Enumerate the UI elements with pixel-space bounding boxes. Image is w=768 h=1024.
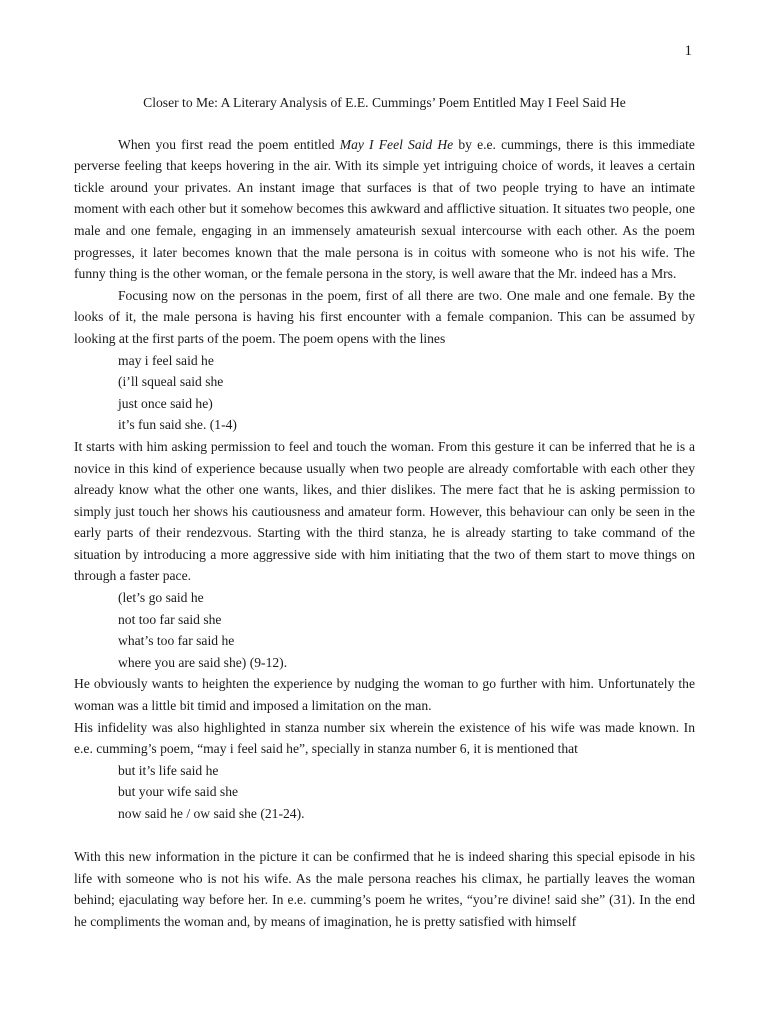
quote-line: just once said he) bbox=[118, 395, 213, 411]
paragraph-heighten: He obviously wants to heighten the experience by nudging the woman to go further with him. Unfortunately the woman was a little bit timid and imposed a limitation on the man. bbox=[74, 676, 695, 714]
quote-line: now said he / ow said she (21-24). bbox=[118, 806, 305, 821]
quote-line: what’s too far said he bbox=[118, 633, 235, 649]
poem-title-italic: May I Feel Said He bbox=[339, 136, 454, 152]
quote-line: (let’s go said he bbox=[118, 590, 204, 606]
poem-quote-third-stanza bbox=[74, 587, 695, 673]
paragraph-intro-rest: by e.e. cummings, there is this immediate perverse feeling that keeps hovering in the air. With its simple yet intriguing choice of words, it leaves a certain tickle around your privates. An instant image that surfaces is that of two people trying to have an intimate moment with each other but it somehow becomes this awkward and afflictive situation. It situates two people, one male and one female, engaging in an immensely amateurish sexual intercourse with each other. As the poem progresses, it later becomes known that the male persona is in coitus with someone who is not his wife. The funny thing is the other woman, or the female persona in the story, is well aware that the Mr. indeed has a Mrs. bbox=[74, 136, 695, 282]
quote-line: where you are said she) (9-12). bbox=[118, 654, 288, 670]
paragraph-personas: Focusing now on the personas in the poem, first of all there are two. One male and one female. By the looks of it, the male persona is having his first encounter with a female companion. This can be assumed by looking at the first parts of the poem. The poem opens with the lines bbox=[74, 287, 695, 346]
paragraph-spacer bbox=[74, 825, 695, 847]
quote-line: but it’s life said he bbox=[118, 762, 219, 778]
paragraph-confirmation: With this new information in the picture it can be confirmed that he is indeed sharing this special episode in his life with someone who is not his wife. As the male persona reaches his climax, he partially leaves the woman behind; ejaculating way before her. In e.e. cumming’s poem he writes, “you’re divine! said she” (31). In the end he compliments the woman and, by means of imagination, he is pretty satisfied with himself bbox=[74, 849, 695, 929]
paragraph-permission: It starts with him asking permission to feel and touch the woman. From this gesture it can be inferred that he is a novice in this kind of experience because usually when two people are already comfortable with each other they already know what the other one wants, likes, and thier dislikes. The mere fact that he is asking permission to simply just touch her shows his cautiousness and amateur form. However, this behaviour can only be seen in the early parts of their rendezvous. Starting with the third stanza, he is already starting to take command of the situation by introducing a more aggressive side with him initiating that the two of them start to move things on through a faster pace. bbox=[74, 438, 695, 584]
document-body bbox=[74, 92, 695, 933]
document-title: Closer to Me: A Literary Analysis of E.E. Cummings’ Poem Entitled May I Feel Said He bbox=[143, 95, 626, 110]
poem-quote-opening bbox=[74, 350, 695, 436]
poem-quote-sixth-stanza bbox=[74, 760, 695, 825]
quote-line: it’s fun said she. (1-4) bbox=[118, 417, 237, 433]
page-number: 1 bbox=[684, 43, 692, 59]
quote-line: may i feel said he bbox=[118, 352, 214, 368]
paragraph-infidelity: His infidelity was also highlighted in stanza number six wherein the existence of his wife was made known. In e.e. cumming’s poem, “may i feel said he”, specially in stanza number 6, it is mentioned that bbox=[74, 719, 695, 757]
quote-line: but your wife said she bbox=[118, 784, 239, 800]
quote-line: (i’ll squeal said she bbox=[118, 374, 224, 390]
quote-line: not too far said she bbox=[118, 611, 222, 627]
paragraph-intro-start: When you first read the poem entitled bbox=[118, 136, 340, 152]
paragraph-intro bbox=[74, 134, 695, 285]
